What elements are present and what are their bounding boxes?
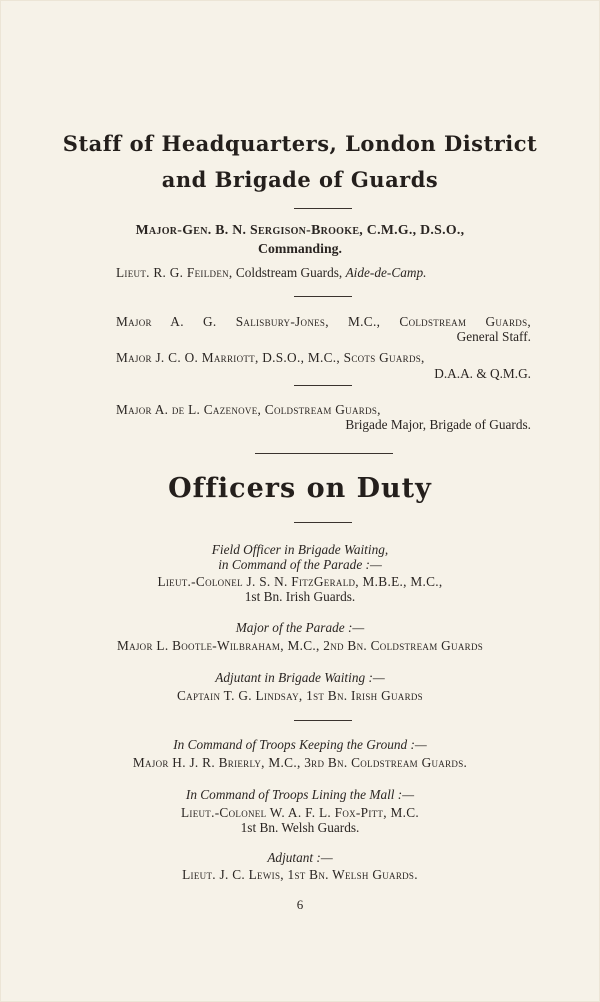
troops-mall-unit: 1st Bn. Welsh Guards. [240,820,360,835]
major-title: Major of the Parade :— [235,620,365,635]
page-number: 6 [296,897,304,912]
adc-name: Lieut. R. G. Feilden, [116,265,233,280]
staff-heading-line1: Staff of Headquarters, London District [62,131,538,156]
bm-line2: Brigade Major, Brigade of Guards. [345,417,531,432]
adj-name: Captain T. G. Lindsay, 1st Bn. Irish Guards [177,688,423,703]
staff-heading-line2: and Brigade of Guards [161,167,439,192]
fo-title2: in Command of the Parade :— [218,557,382,572]
adc-line [116,265,426,281]
daa-line2: D.A.A. & Q.M.G. [434,366,531,381]
major-name: Major L. Bootle-Wilbraham, M.C., 2nd Bn. Coldstream Guards [116,638,484,653]
troops-mall-name: Lieut.-Colonel W. A. F. L. Fox-Pitt, M.C. [180,805,420,820]
gs-line2: General Staff. [456,329,531,344]
bm-line1: Major A. de L. Cazenove, Coldstream Guards, [116,402,381,417]
troops-mall-title: In Command of Troops Lining the Mall :— [185,787,415,802]
fo-unit: 1st Bn. Irish Guards. [244,589,356,604]
divider [294,522,352,523]
daa-line1: Major J. C. O. Marriott, D.S.O., M.C., Scots Guards, [116,350,425,365]
adc-unit: Coldstream Guards, [232,265,346,280]
divider [294,720,352,721]
fo-name: Lieut.-Colonel J. S. N. FitzGerald, M.B.E., M.C., [157,574,443,589]
divider [294,385,352,386]
commander-line1: Major-Gen. B. N. Sergison-Brooke, C.M.G., D.S.O., [135,222,465,237]
adjutant-title: Adjutant :— [267,850,333,865]
commander-line2: Commanding. [258,241,342,256]
troops-ground-name: Major H. J. R. Brierly, M.C., 3rd Bn. Coldstream Guards. [132,755,468,770]
fo-title1: Field Officer in Brigade Waiting, [211,542,389,557]
officers-heading: Officers on Duty [168,473,432,504]
adj-title: Adjutant in Brigade Waiting :— [215,670,385,685]
divider [294,296,352,297]
divider [294,208,352,209]
adjutant-name: Lieut. J. C. Lewis, 1st Bn. Welsh Guards. [182,867,418,882]
adc-role: Aide-de-Camp. [345,265,427,280]
gs-line1: Major A. G. Salisbury-Jones, M.C., Coldstream Guards, [116,314,531,329]
section-divider [255,453,393,454]
troops-ground-title: In Command of Troops Keeping the Ground :— [173,737,427,752]
